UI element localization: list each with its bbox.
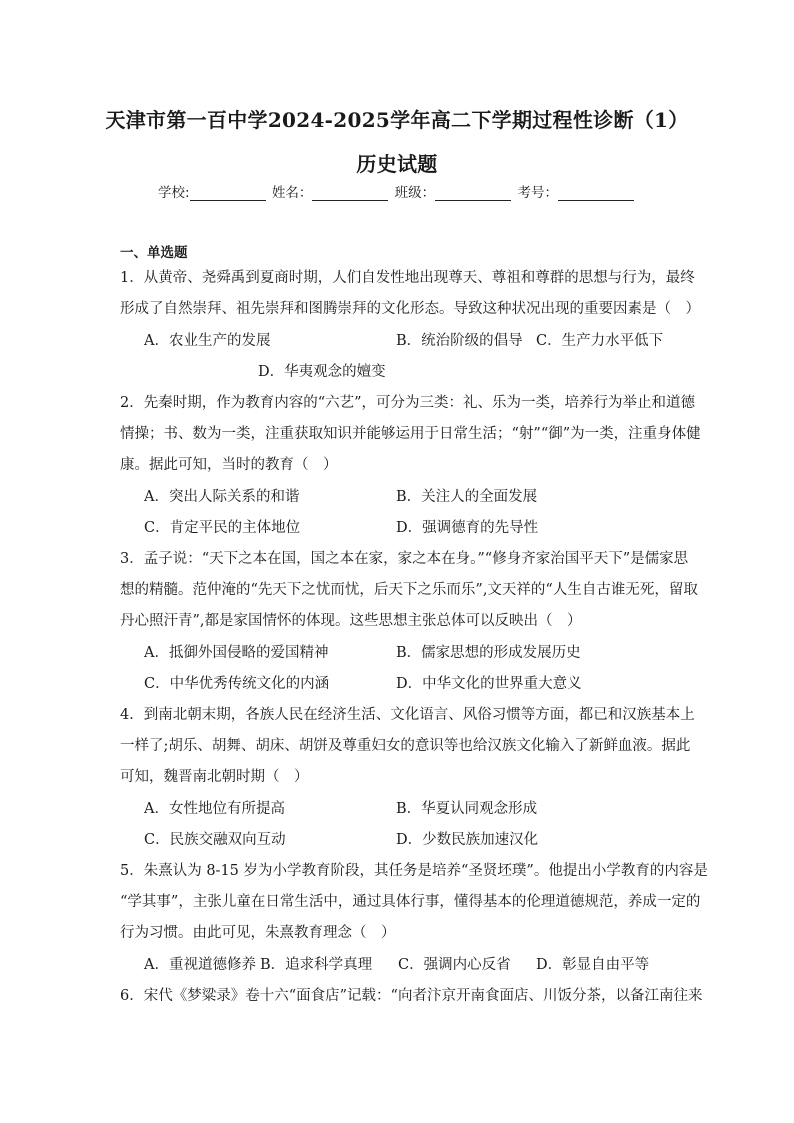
question-2-line-3: 康。据此可知，当时的教育（ ）	[120, 457, 338, 473]
question-2-option-b[interactable]: B．关注人的全面发展	[396, 489, 538, 505]
question-4-option-d[interactable]: D．少数民族加速汉化	[396, 832, 539, 848]
question-1-option-c[interactable]: C．生产力水平低下	[536, 333, 664, 349]
question-1-option-b[interactable]: B．统治阶级的倡导	[396, 333, 523, 349]
question-3-option-c[interactable]: C．中华优秀传统文化的内涵	[144, 676, 330, 692]
question-5-option-d[interactable]: D．彰显自由平等	[536, 957, 650, 973]
question-4-option-b[interactable]: B．华夏认同观念形成	[396, 801, 538, 817]
question-3-line-2: 想的精髓。范仲淹的“先天下之忧而忧，后天下之乐而乐”,文天祥的“人生自古谁无死，留取	[120, 582, 698, 598]
school-blank[interactable]	[190, 187, 266, 201]
student-info-row	[0, 181, 794, 201]
exam-number-label: 考号：	[517, 185, 558, 201]
question-5-option-b[interactable]: B．追求科学真理	[260, 957, 373, 973]
question-2-line-2: 情操；书、数为一类，注重获取知识并能够运用于日常生活；“射”“御”为一类，注重身体健	[120, 426, 701, 442]
class-label: 班级：	[394, 185, 436, 201]
question-3-line-3: 丹心照汗青”,都是家国情怀的体现。这些思想主张总体可以反映出（ ）	[120, 613, 582, 629]
question-5-option-a[interactable]: A．重视道德修养	[144, 957, 256, 973]
question-3-option-a[interactable]: A．抵御外国侵略的爱国精神	[144, 645, 329, 661]
section-heading: 一、单选题	[120, 245, 188, 261]
question-1-line-2: 形成了自然崇拜、祖先崇拜和图腾崇拜的文化形态。导致这种状况出现的重要因素是（ ）	[120, 301, 700, 317]
question-3-option-d[interactable]: D．中华文化的世界重大意义	[396, 676, 582, 692]
question-2-option-a[interactable]: A．突出人际关系的和谐	[144, 489, 300, 505]
name-blank[interactable]	[312, 187, 388, 201]
question-2-option-d[interactable]: D．强调德育的先导性	[396, 520, 539, 536]
question-5-option-c[interactable]: C．强调内心反省	[398, 957, 511, 973]
exam-title: 天津市第一百中学2024-2025学年高二下学期过程性诊断（1）	[105, 108, 689, 132]
question-2-option-c[interactable]: C．肯定平民的主体地位	[144, 520, 301, 536]
class-blank[interactable]	[435, 187, 511, 201]
question-4-line-3: 可知，魏晋南北朝时期（ ）	[120, 769, 309, 785]
question-4-option-c[interactable]: C．民族交融双向互动	[144, 832, 286, 848]
question-2-line-1: 2．先秦时期，作为教育内容的“六艺”，可分为三类：礼、乐为一类，培养行为举止和道德	[120, 395, 696, 411]
exam-number-blank[interactable]	[558, 187, 634, 201]
question-1-option-d[interactable]: D．华夷观念的嬗变	[258, 364, 386, 380]
question-1-line-1: 1．从黄帝、尧舜禹到夏商时期，人们自发性地出现尊天、尊祖和尊群的思想与行为，最终	[120, 270, 695, 286]
question-5-line-1: 5．朱熹认为 8-15 岁为小学教育阶段，其任务是培养“圣贤坯璞”。他提出小学教育的内容是	[120, 863, 708, 879]
question-3-option-b[interactable]: B．儒家思想的形成发展历史	[396, 645, 581, 661]
exam-subtitle: 历史试题	[356, 152, 438, 176]
question-4-line-2: 一样了;胡乐、胡舞、胡床、胡饼及尊重妇女的意识等也给汉族文化输入了新鲜血液。据此	[120, 738, 691, 754]
question-4-option-a[interactable]: A．女性地位有所提高	[144, 801, 285, 817]
school-label: 学校:	[158, 185, 190, 201]
question-5-line-3: 行为习惯。由此可见，朱熹教育理念（ ）	[120, 925, 396, 941]
name-label: 姓名：	[271, 185, 313, 201]
question-5-line-2: “学其事”，主张儿童在日常生活中，通过具体行事，懂得基本的伦理道德规范，养成一定的	[120, 894, 701, 910]
question-4-line-1: 4．到南北朝末期，各族人民在经济生活、文化语言、风俗习惯等方面，都已和汉族基本上	[120, 707, 695, 723]
question-6-line-1: 6．宋代《梦粱录》卷十六“面食店”记载：“向者汴京开南食面店、川饭分茶，以备江南往来	[120, 988, 703, 1004]
question-3-line-1: 3．孟子说：“天下之本在国，国之本在家，家之本在身。”“修身齐家治国平天下”是儒家思	[120, 551, 689, 567]
question-1-option-a[interactable]: A．农业生产的发展	[144, 333, 271, 349]
